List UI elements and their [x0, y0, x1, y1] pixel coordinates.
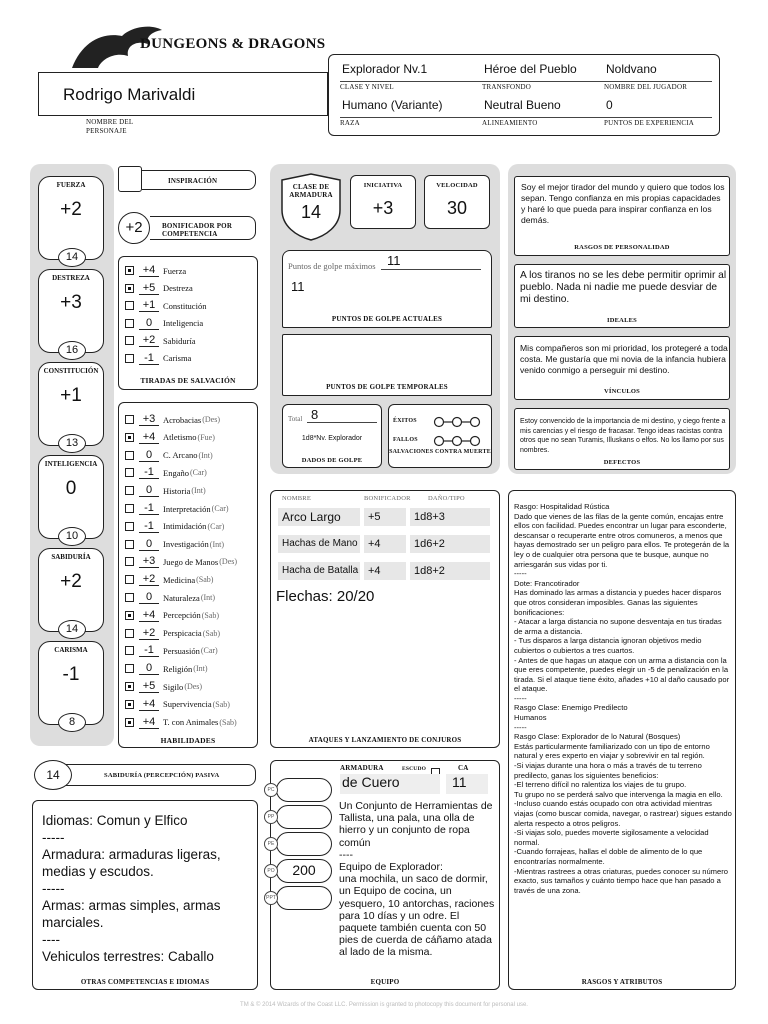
ability-score[interactable]: 16 — [58, 341, 86, 360]
ability-box[interactable] — [38, 641, 104, 728]
skill-row — [125, 589, 215, 606]
attacks-header-damage: DAÑO/TIPO — [428, 495, 465, 502]
death-saves-label: SALVACIONES CONTRA MUERTE — [389, 449, 491, 455]
proficiency-checkbox[interactable] — [125, 266, 134, 275]
flaws-box[interactable] — [514, 408, 730, 470]
skill-ability: (Int) — [209, 539, 225, 549]
ability-box[interactable] — [38, 269, 104, 356]
skill-value[interactable]: +3 — [139, 555, 159, 568]
attack-name[interactable]: Hachas de Mano — [278, 535, 360, 553]
ability-name: SABIDURÍA — [51, 553, 91, 561]
header-fields — [340, 62, 712, 132]
char-name: Rodrigo Marivaldi — [63, 85, 196, 104]
skill-name: Naturaleza — [163, 592, 200, 603]
skill-value[interactable]: 0 — [139, 538, 159, 551]
proficiency-checkbox[interactable] — [125, 415, 134, 424]
ability-score[interactable]: 13 — [58, 434, 86, 453]
skill-name: Acrobacias — [163, 414, 202, 425]
feature-line: -Si viajas solo, puedes moverte sigilosamente a velocidad normal. — [514, 828, 709, 847]
feature-line: ----- — [514, 722, 527, 732]
proficiency-checkbox[interactable] — [125, 354, 134, 363]
header-field-label: TRANSFONDO — [482, 83, 532, 91]
traits-box[interactable] — [514, 176, 730, 256]
coin-label: PE — [264, 837, 278, 851]
feature-line: -Mientras rastrees a otras criaturas, puedes conocer su número exacto, sus tamaños y cuánto tiempo hace que han pasado a través de una zona. — [514, 866, 728, 895]
attack-damage[interactable]: 1d8+3 — [410, 508, 490, 526]
header-field-value[interactable]: 0 — [606, 98, 613, 112]
skill-name: T. con Animales — [163, 717, 219, 728]
header-field-label: CLASE Y NIVEL — [340, 83, 394, 91]
proficiency-checkbox[interactable] — [125, 700, 134, 709]
hp-max-label: Puntos de golpe máximos — [288, 261, 376, 271]
death-save-circles[interactable] — [433, 416, 489, 448]
skill-row — [125, 447, 213, 464]
other-prof-line: Armadura: armaduras ligeras, medias y escudos. — [42, 847, 221, 879]
hit-dice-total: 8 — [311, 407, 319, 422]
saving-throw-name: Inteligencia — [163, 318, 204, 328]
attack-bonus[interactable]: +5 — [364, 508, 406, 526]
speed-label: VELOCIDAD — [436, 182, 478, 189]
saving-throw-name: Carisma — [163, 353, 192, 363]
proficiency-checkbox[interactable] — [125, 468, 134, 477]
skills-list — [125, 411, 255, 731]
ability-box[interactable] — [38, 455, 104, 542]
death-save-success-label: ÉXITOS — [393, 418, 417, 424]
skill-value[interactable]: +4 — [139, 716, 159, 729]
initiative-box[interactable] — [350, 175, 416, 229]
proficiency-checkbox[interactable] — [125, 646, 134, 655]
saving-throw-value[interactable]: 0 — [139, 317, 159, 330]
ability-score[interactable]: 14 — [58, 620, 86, 639]
features-text — [514, 502, 732, 895]
ideals-box[interactable] — [514, 264, 730, 328]
proficiency-checkbox[interactable] — [125, 451, 134, 460]
feature-line: Rasgo: Hospitalidad Rústica — [514, 502, 610, 511]
attacks-header-name: NOMBRE — [282, 495, 312, 502]
feature-line: ----- — [514, 569, 527, 579]
proficiency-checkbox[interactable] — [125, 611, 134, 620]
attack-damage[interactable]: 1d6+2 — [410, 535, 490, 553]
skill-row — [125, 571, 213, 588]
proficiency-value[interactable]: +2 — [118, 212, 150, 244]
proficiency-checkbox[interactable] — [125, 629, 134, 638]
feature-line: -El terreno difícil no ralentiza los viajes de tu grupo. — [514, 780, 687, 790]
ability-box[interactable] — [38, 176, 104, 263]
skill-row — [125, 714, 237, 731]
header-field-value[interactable]: Héroe del Pueblo — [484, 62, 577, 76]
skill-ability: (Fue) — [197, 432, 215, 442]
proficiency-checkbox[interactable] — [125, 486, 134, 495]
skill-ability: (Car) — [200, 646, 218, 656]
coin-label: PP — [264, 810, 278, 824]
skill-ability: (Int) — [200, 593, 216, 602]
proficiency-checkbox[interactable] — [125, 557, 134, 566]
armor-ca-value[interactable]: 11 — [446, 774, 488, 794]
ability-modifier: +3 — [60, 292, 82, 313]
ability-score[interactable]: 14 — [58, 248, 86, 267]
skill-value[interactable]: -1 — [139, 644, 159, 657]
ability-modifier: +2 — [60, 571, 82, 592]
skill-name: Religión — [163, 663, 193, 674]
saves-title: TIRADAS DE SALVACIÓN — [140, 376, 236, 385]
inspiration-value[interactable] — [118, 166, 142, 192]
attack-name[interactable]: Arco Largo — [278, 508, 360, 526]
death-saves-box — [388, 404, 492, 468]
skill-ability: (Sab) — [201, 610, 220, 620]
skill-ability: (Int) — [191, 486, 206, 496]
skill-ability: (Car) — [207, 521, 225, 531]
coin-value[interactable]: 200 — [276, 859, 332, 883]
skill-value[interactable]: 0 — [139, 591, 159, 604]
header-field-value[interactable]: Noldvano — [606, 62, 657, 76]
hp-temp-box[interactable] — [282, 334, 492, 396]
initiative-value: +3 — [372, 198, 394, 218]
ability-modifier: +2 — [60, 199, 82, 220]
saving-throw-value[interactable]: +5 — [139, 282, 159, 295]
other-prof-line: Vehiculos terrestres: Caballo — [42, 949, 214, 964]
equipment-line: una mochila, un saco de dormir, un Equipo de cocina, un yesquero, 10 antorchas, raciones para 10 días y un odre. El paquete también cuenta con 50 pies de cuerda de cáñamo atada al lado de la misma. — [339, 873, 495, 959]
skill-row — [125, 518, 224, 535]
feature-line: ----- — [514, 693, 527, 703]
skills-title: HABILIDADES — [160, 736, 216, 745]
hit-dice-label: DADOS DE GOLPE — [301, 457, 363, 464]
attacks-note: Flechas: 20/20 — [276, 588, 375, 605]
feature-line: Rasgo Clase: Enemigo Predilecto — [514, 703, 628, 713]
skill-ability: (Sab) — [202, 628, 221, 638]
feature-line: - Antes de que hagas un ataque con un arma a distancia con la que eres competente, puedes elegir un -5 de penalización en la tirada. Si el ataque tiene éxito, añades +10 al daño causado por el ataque. — [514, 655, 730, 694]
saving-throw-row — [125, 297, 206, 314]
skill-name: Atletismo — [163, 432, 197, 443]
proficiency-checkbox[interactable] — [125, 522, 134, 531]
hp-temp-label: PUNTOS DE GOLPE TEMPORALES — [326, 383, 448, 391]
skill-ability: (Des) — [202, 415, 221, 424]
skill-row — [125, 625, 220, 642]
skill-ability: (Car) — [189, 468, 207, 478]
saving-throw-name: Sabiduría — [163, 335, 196, 346]
coin-value[interactable] — [276, 886, 332, 910]
traits-text: Soy el mejor tirador del mundo y quiero que todos los sepan. Tengo confianza en mis propias capacidades y haré lo que pueda para inspirar confianza en los demás. — [521, 182, 725, 225]
ability-modifier: 0 — [65, 478, 77, 499]
shield-label: ESCUDO — [402, 766, 427, 772]
passive-value[interactable]: 14 — [34, 760, 72, 790]
skill-ability: (Car) — [211, 504, 229, 513]
attack-bonus[interactable]: +4 — [364, 535, 406, 553]
speed-box[interactable] — [424, 175, 490, 229]
feature-line: Dote: Francotirador — [514, 578, 580, 588]
feature-line: Dado que vienes de las filas de la gente común, encajas entre ellos con facilidad. Puedes encontrar un lugar para esconderte, descansar o recuperarte entre otros comuneros, a menos que hayas demostrado ser un peligro para ellos. Te protegerán de la ley o de cualquier otra persona que te busque, aunque no arriesgarán sus vidas por ti. — [514, 511, 730, 569]
hp-current-label: PUNTOS DE GOLPE ACTUALES — [331, 315, 443, 323]
proficiency-checkbox[interactable] — [125, 593, 134, 602]
saving-throw-value[interactable]: -1 — [139, 352, 159, 365]
attack-damage[interactable]: 1d8+2 — [410, 562, 490, 580]
saves-list — [125, 262, 255, 372]
skill-row — [125, 536, 224, 553]
ability-modifier: +1 — [60, 385, 82, 406]
skill-ability: (Sab) — [196, 575, 214, 585]
ability-name: DESTREZA — [52, 274, 90, 282]
skill-row — [125, 642, 218, 659]
skill-value[interactable]: -1 — [139, 466, 159, 479]
flaws-label: DEFECTOS — [603, 459, 641, 466]
skill-row — [125, 500, 229, 517]
equipment-text — [339, 800, 495, 959]
armor-value[interactable]: de Cuero — [340, 774, 440, 794]
hp-current-box[interactable] — [282, 250, 492, 328]
other-prof-label: OTRAS COMPETENCIAS E IDIOMAS — [80, 978, 210, 986]
skill-name: Juego de Manos — [163, 556, 219, 567]
ability-modifier: -1 — [62, 664, 80, 685]
coin-value[interactable] — [276, 778, 332, 802]
proficiency-checkbox[interactable] — [125, 575, 134, 584]
coin-label: PPT — [264, 891, 278, 905]
feature-line: -Incluso cuando estás ocupado con otra actividad mientras viajas (como buscar comida, navegar, o rastrear) sigues estando alerta respecto a otros peligros. — [514, 799, 732, 828]
ideals-text: A los tiranos no se les debe permitir oprimir al pueblo. Nada ni nadie me puede desviar de mi destino. — [520, 270, 727, 305]
skill-value[interactable]: 0 — [139, 484, 159, 497]
proficiency-checkbox[interactable] — [125, 284, 134, 293]
ideals-label: IDEALES — [607, 317, 637, 324]
saving-throw-name: Constitución — [163, 300, 207, 311]
proficiency-checkbox[interactable] — [125, 682, 134, 691]
skill-value[interactable]: +3 — [139, 413, 159, 426]
skill-value[interactable]: -1 — [139, 520, 159, 533]
feature-line: - Tus disparos a larga distancia ignoran objetivos medio cubiertos o cubiertos a tres cuartos. — [514, 636, 702, 655]
skill-name: Engaño — [163, 467, 189, 478]
skill-value[interactable]: +5 — [139, 680, 159, 693]
attacks-label: ATAQUES Y LANZAMIENTO DE CONJUROS — [308, 736, 462, 744]
other-prof-line: ----- — [42, 881, 65, 896]
skill-name: Intimidación — [163, 521, 207, 532]
char-name-box[interactable] — [38, 72, 328, 116]
other-prof-line: Armas: armas simples, armas marciales. — [42, 898, 221, 930]
ability-box[interactable] — [38, 548, 104, 635]
saving-throw-name: Fuerza — [163, 265, 187, 276]
skill-name: Perspicacia — [163, 628, 202, 639]
initiative-label: INICIATIVA — [363, 182, 403, 189]
logo-text: DUNGEONS & DRAGONS — [140, 36, 326, 52]
skill-value[interactable]: +2 — [139, 627, 159, 640]
skill-name: Investigación — [163, 539, 209, 550]
skill-value[interactable]: 0 — [139, 449, 159, 462]
saving-throw-name: Destreza — [163, 283, 193, 293]
flaws-text: Estoy convencido de la importancia de mi destino, y ciego frente a mis carencias y el riesgo de fracasar. Tengo ideas racistas contra otros que no sean Turamis, Illuskans o elfos. No los llamo por sus nombres. — [520, 418, 726, 454]
feature-line: Has dominado las armas a distancia y puedes hacer disparos que otros consideran imposibles. Ganas las siguientes bonificaciones: — [514, 588, 722, 617]
hit-dice-total-label: Total — [288, 415, 303, 423]
ability-box[interactable] — [38, 362, 104, 449]
skill-ability: (Int) — [198, 450, 213, 460]
coin-label: PC — [264, 783, 278, 797]
armor-label: ARMADURA — [340, 764, 384, 772]
skill-name: C. Arcano — [163, 450, 198, 461]
saving-throw-value[interactable]: +2 — [139, 334, 159, 347]
skill-value[interactable]: +4 — [139, 609, 159, 622]
saving-throw-value[interactable]: +4 — [139, 264, 159, 277]
header-field-label: ALINEAMIENTO — [482, 119, 538, 127]
skill-name: Supervivencia — [163, 699, 212, 710]
bonds-box[interactable] — [514, 336, 730, 400]
coin-value[interactable] — [276, 805, 332, 829]
attacks-box[interactable] — [270, 490, 500, 748]
saving-throw-row — [125, 315, 203, 332]
ability-score[interactable]: 10 — [58, 527, 86, 546]
skill-row — [125, 660, 208, 677]
proficiency-checkbox[interactable] — [125, 433, 134, 442]
features-label: RASGOS Y ATRIBUTOS — [581, 978, 663, 986]
equipment-line: ---- — [339, 848, 353, 861]
ability-name: FUERZA — [56, 181, 86, 189]
feature-line: Estás particularmente familiarizado con un tipo de entorno natural y eres experto en viajar y sobrevivir en tal región. — [514, 741, 710, 761]
saving-throw-row — [125, 262, 186, 279]
other-prof-line: ---- — [42, 932, 60, 947]
traits-label: RASGOS DE PERSONALIDAD — [574, 244, 670, 251]
skill-value[interactable]: +4 — [139, 431, 159, 444]
hit-dice-value: 1d8*Nv. Explorador — [301, 435, 363, 442]
saving-throw-value[interactable]: +1 — [139, 299, 159, 312]
skill-ability: (Des) — [219, 557, 238, 567]
equipment-line: Un Conjunto de Herramientas de Tallista, una pala, una olla de hierro y un conjunto de ropa común — [339, 800, 493, 849]
skill-ability: (Sab) — [212, 699, 230, 709]
skill-name: Medicina — [163, 574, 196, 585]
char-name-label: NOMBRE DEL PERSONAJE — [86, 118, 134, 135]
other-prof-line: Idiomas: Comun y Elfico — [42, 813, 188, 828]
hp-max-value[interactable]: 11 — [387, 253, 401, 268]
proficiency-checkbox[interactable] — [125, 504, 134, 513]
skill-name: Persuasión — [163, 645, 200, 656]
header-field-value[interactable]: Explorador Nv.1 — [342, 62, 428, 76]
skill-row — [125, 553, 237, 570]
passive-label: SABIDURÍA (PERCEPCIÓN) PASIVA — [104, 772, 220, 779]
ac-value[interactable]: 14 — [300, 202, 322, 222]
skill-row — [125, 411, 220, 428]
bonds-text: Mis compañeros son mi prioridad, los protegeré a toda costa. Me gustaría que mi novia de la infancia hubiera venido conmigo a perseguir mi destino. — [520, 343, 728, 375]
skill-value[interactable]: +2 — [139, 573, 159, 586]
skill-row — [125, 678, 202, 695]
ability-name: INTELIGENCIA — [44, 460, 98, 468]
proficiency-checkbox[interactable] — [125, 336, 134, 345]
skill-row — [125, 482, 206, 499]
feature-line: - Atacar a larga distancia no supone desventaja en tus tiradas de arma a distancia. — [514, 617, 722, 636]
saving-throw-row — [125, 280, 193, 297]
speed-value: 30 — [446, 198, 468, 218]
skill-name: Percepción — [163, 610, 201, 621]
proficiency-label: BONIFICADOR POR COMPETENCIA — [162, 222, 233, 238]
skill-name: Interpretación — [163, 503, 211, 514]
proficiency-checkbox[interactable] — [125, 718, 134, 727]
skill-row — [125, 429, 215, 446]
equipment-line: Equipo de Explorador: — [339, 861, 443, 874]
skill-ability: (Des) — [184, 682, 203, 691]
skill-value[interactable]: 0 — [139, 662, 159, 675]
skill-row — [125, 607, 219, 624]
proficiency-checkbox[interactable] — [125, 301, 134, 310]
armor-ca-label: CA — [458, 764, 469, 772]
proficiency-checkbox[interactable] — [125, 664, 134, 673]
skill-value[interactable]: +4 — [139, 698, 159, 711]
skill-ability: (Sab) — [219, 717, 237, 727]
hp-current-value: 11 — [291, 279, 305, 294]
other-prof-text — [42, 812, 256, 965]
footer-copyright: TM & © 2014 Wizards of the Coast LLC. Permission is granted to photocopy this document for personal use. — [240, 1002, 528, 1008]
attack-bonus[interactable]: +4 — [364, 562, 406, 580]
ability-score[interactable]: 8 — [58, 713, 86, 732]
skill-row — [125, 696, 230, 713]
header-field-label: RAZA — [340, 119, 360, 127]
feature-line: Humanos — [514, 713, 547, 723]
feature-line: Tu grupo no se perderá salvo que intervenga la magia en ello. — [514, 789, 723, 799]
bonds-label: VÍNCULOS — [604, 388, 640, 395]
feature-line: -Si viajas durante una hora o más a través de tu terreno predilecto, ganas los siguientes beneficios: — [514, 761, 702, 780]
ability-name: CONSTITUCIÓN — [43, 367, 99, 375]
header-field-label: PUNTOS DE EXPERIENCIA — [604, 119, 695, 127]
proficiency-checkbox[interactable] — [125, 319, 134, 328]
saving-throw-row — [125, 350, 191, 367]
equipment-label: EQUIPO — [370, 978, 400, 986]
coin-label: PO — [264, 864, 278, 878]
saving-throw-row — [125, 332, 196, 349]
feature-line: Rasgo Clase: Explorador de lo Natural (Bosques) — [514, 732, 681, 742]
coin-value[interactable] — [276, 832, 332, 856]
proficiency-checkbox[interactable] — [125, 540, 134, 549]
inspiration-label: INSPIRACIÓN — [168, 177, 218, 185]
ac-label: CLASE DE ARMADURA — [289, 183, 333, 199]
header-field-value[interactable]: Neutral Bueno — [484, 98, 561, 112]
skill-row — [125, 464, 207, 481]
feature-line: -Cuando forrajeas, hallas el doble de alimento de lo que encontrarías normalmente. — [514, 847, 703, 866]
skill-name: Historia — [163, 485, 191, 496]
skill-name: Sigilo — [163, 681, 184, 692]
header-field-value[interactable]: Humano (Variante) — [342, 98, 443, 112]
header-field-label: NOMBRE DEL JUGADOR — [604, 83, 688, 91]
attacks-header-bonus: BONIFICADOR — [364, 495, 411, 502]
skill-value[interactable]: -1 — [139, 502, 159, 515]
attack-name[interactable]: Hacha de Batalla — [278, 562, 360, 580]
death-save-fail-label: FALLOS — [393, 437, 418, 443]
skill-ability: (Int) — [193, 664, 208, 674]
hit-dice-box[interactable] — [282, 404, 382, 468]
ability-name: CARISMA — [54, 646, 88, 654]
other-prof-line: ----- — [42, 830, 65, 845]
